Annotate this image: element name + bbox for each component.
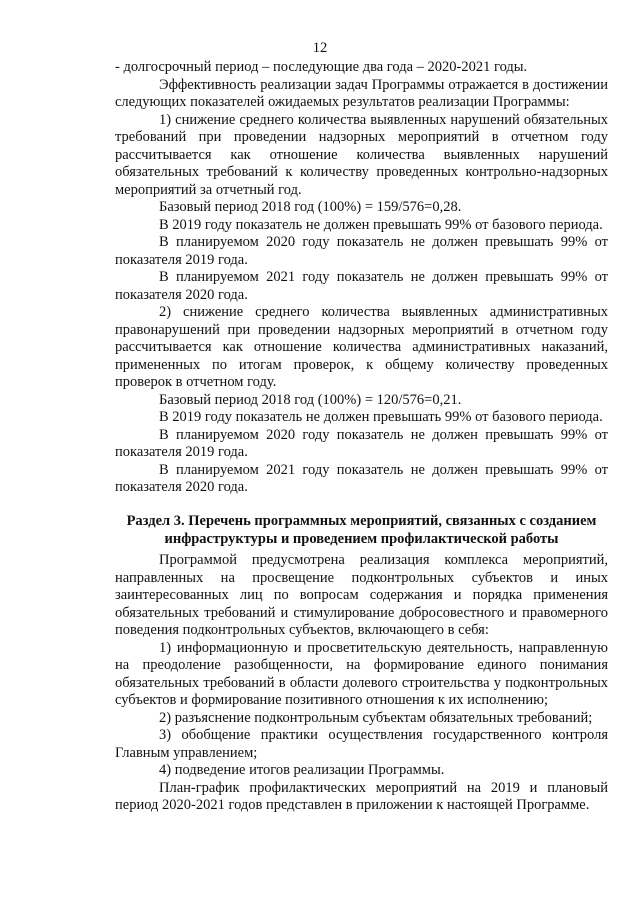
paragraph-schedule: План-график профилактических мероприятий на 2019 и плановый период 2020-2021 годов представлен в приложении к настоящей Программе. [115, 779, 608, 813]
paragraph-activity-2: 2) разъяснение подконтрольным субъектам обязательных требований; [159, 709, 593, 726]
section-3-heading: Раздел 3. Перечень программных мероприятий, связанных с созданием инфраструктуры и проведением профилактической работы [126, 513, 597, 547]
paragraph-activity-4: 4) подведение итогов реализации Программы. [159, 762, 445, 778]
paragraph-2019-target-2: В 2019 году показатель не должен превышать 99% от базового периода. [159, 409, 603, 425]
paragraph-2020-target-1: В планируемом 2020 году показатель не должен превышать 99% от показателя 2019 года. [115, 234, 608, 268]
paragraph-efficiency-intro: Эффективность реализации задач Программы отражается в достижении следующих показателей ожидаемых результатов реализации Программы: [115, 76, 608, 110]
paragraph-2021-target-2: В планируемом 2021 году показатель не должен превышать 99% от показателя 2020 года. [115, 461, 608, 495]
paragraph-activity-3: 3) обобщение практики осуществления государственного контроля Главным управлением; [115, 727, 608, 761]
paragraph-program-activities: Программой предусмотрена реализация комплекса мероприятий, направленных на просвещение подконтрольных субъектов и иных заинтересованных лиц по вопросам содержания и порядка применения обязательных требований и стимулирование добросовестного и правомерного поведения подконтрольных субъектов, включающего в себя: [115, 552, 608, 638]
section-3-body [115, 552, 608, 815]
page-number: 12 [312, 40, 328, 56]
paragraph-2021-target-1: В планируемом 2021 году показатель не должен превышать 99% от показателя 2020 года. [115, 269, 608, 303]
paragraph-base-period-1: Базовый период 2018 год (100%) = 159/576=0,28. [159, 199, 462, 215]
paragraph-activity-1: 1) информационную и просветительскую деятельность, направленную на преодоление разобщенности, на формирование единого понимания обязательных требований в области долевого строительства у подконтрольных субъектов и формирование позитивного отношения к их исполнению; [115, 639, 608, 708]
paragraph-indicator-2: 2) снижение среднего количества выявленных административных правонарушений при проведении надзорных мероприятий в отчетном году рассчитывается как отношение количества административных наказаний, примененных по итогам проверок, к общему количеству проведенных проверок в отчетном году. [115, 304, 608, 390]
indicators-section [115, 59, 608, 497]
paragraph-indicator-1: 1) снижение среднего количества выявленных нарушений обязательных требований при проведении надзорных мероприятий в отчетном году рассчитывается как отношение количества выявленных нарушений обязательных требований к количеству проведенных контрольно-надзорных мероприятий за отчетный год. [115, 111, 608, 198]
paragraph-base-period-2: Базовый период 2018 год (100%) = 120/576=0,21. [159, 391, 462, 408]
paragraph-long-term-period: - долгосрочный период – последующие два года – 2020-2021 годы. [115, 59, 528, 75]
paragraph-2019-target-1: В 2019 году показатель не должен превышать 99% от базового периода. [159, 216, 603, 233]
paragraph-2020-target-2: В планируемом 2020 году показатель не должен превышать 99% от показателя 2019 года. [115, 426, 608, 460]
